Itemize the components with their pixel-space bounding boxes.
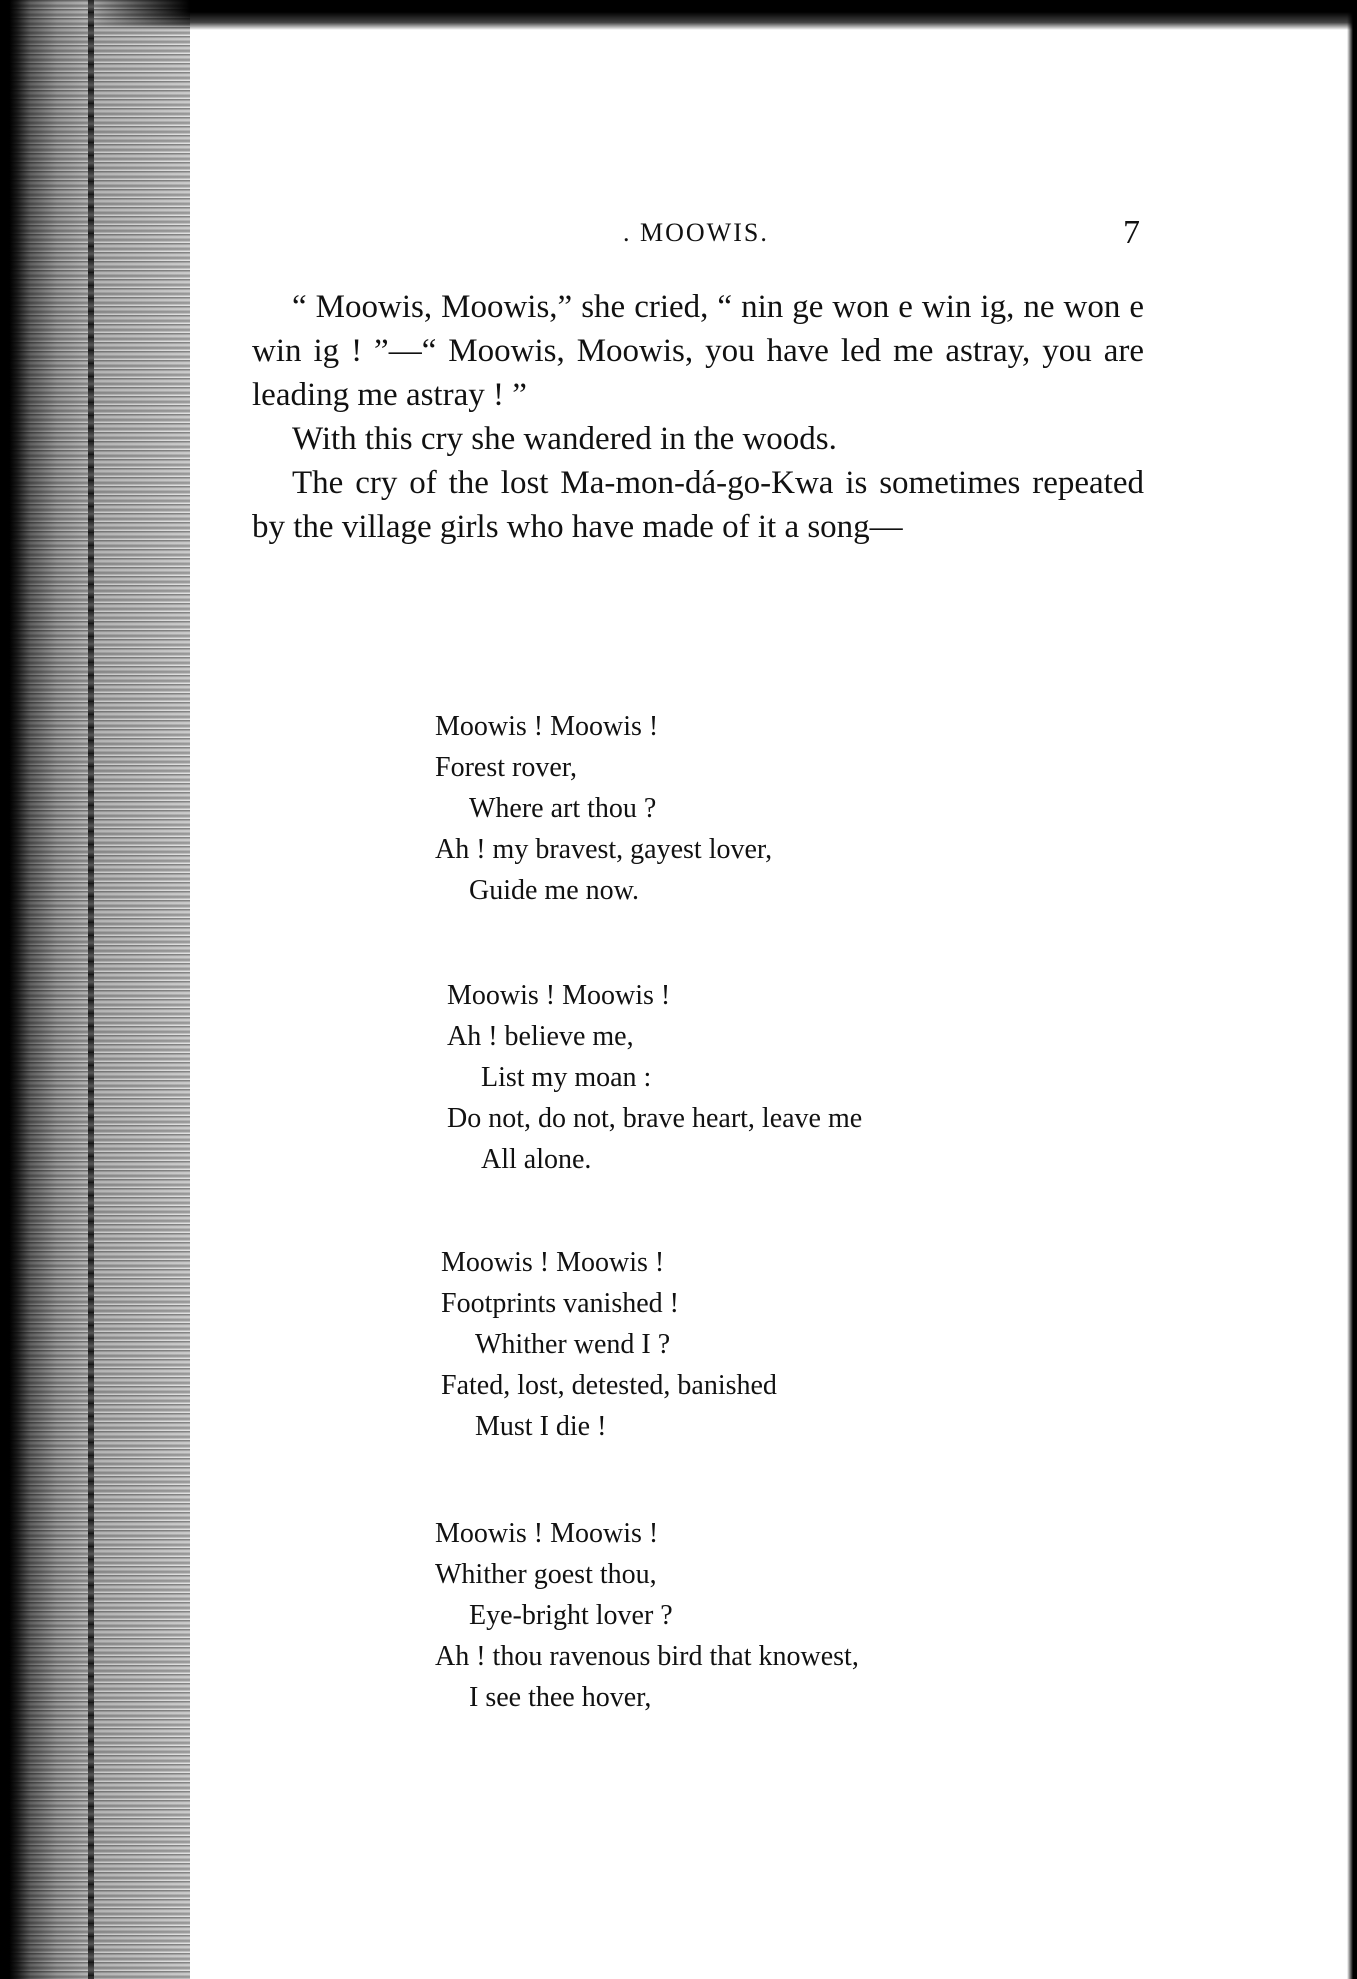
poem-line: All alone. (481, 1144, 592, 1175)
poem-line: Whither goest thou, (435, 1559, 657, 1590)
poem-stanza-1 (435, 706, 1075, 911)
running-head: . MOOWIS. (623, 218, 769, 247)
page-header (240, 214, 1140, 258)
poem-line: List my moan : (481, 1062, 652, 1093)
poem-line: Ah ! my bravest, gayest lover, (435, 834, 773, 865)
scan-gutter-left (0, 0, 190, 1979)
poem-line: Moowis ! Moowis ! (447, 980, 671, 1011)
poem-line: Footprints vanished ! (441, 1288, 679, 1319)
poem-line: Moowis ! Moowis ! (441, 1247, 665, 1278)
paragraph: With this cry she wandered in the woods. (292, 421, 837, 457)
poem-line: Must I die ! (475, 1411, 607, 1442)
poem-line: Fated, lost, detested, banished (441, 1370, 777, 1401)
poem-stanza-2 (447, 975, 1087, 1180)
poem-line: Eye-bright lover ? (469, 1600, 673, 1631)
poem-line: Ah ! thou ravenous bird that knowest, (435, 1641, 859, 1672)
poem-stanza-3 (441, 1242, 1081, 1447)
poem-line: Whither wend I ? (475, 1329, 671, 1360)
poem-line: Where art thou ? (469, 793, 657, 824)
scan-binding-edge (88, 0, 94, 1979)
scan-border-right (1347, 0, 1357, 1979)
poem-line: Moowis ! Moowis ! (435, 711, 659, 742)
poem-line: I see thee hover, (469, 1682, 652, 1713)
scan-border-top (0, 0, 1357, 30)
paragraph: The cry of the lost Ma-mon-dá-go-Kwa is sometimes repeated by the village girls who have made of it a song— (252, 465, 1144, 545)
poem-line: Forest rover, (435, 752, 577, 783)
poem-line: Do not, do not, brave heart, leave me (447, 1103, 863, 1134)
poem-line: Guide me now. (469, 875, 640, 906)
poem-line: Ah ! believe me, (447, 1021, 634, 1052)
poem-stanza-4 (435, 1513, 1075, 1718)
paragraph: “ Moowis, Moowis,” she cried, “ nin ge won e win ig, ne won e win ig ! ”—“ Moowis, Moowis, you have led me astray, you are leading me astray ! ” (252, 289, 1144, 413)
page-number: 7 (1123, 214, 1140, 251)
prose-block (252, 285, 1144, 549)
poem-line: Moowis ! Moowis ! (435, 1518, 659, 1549)
